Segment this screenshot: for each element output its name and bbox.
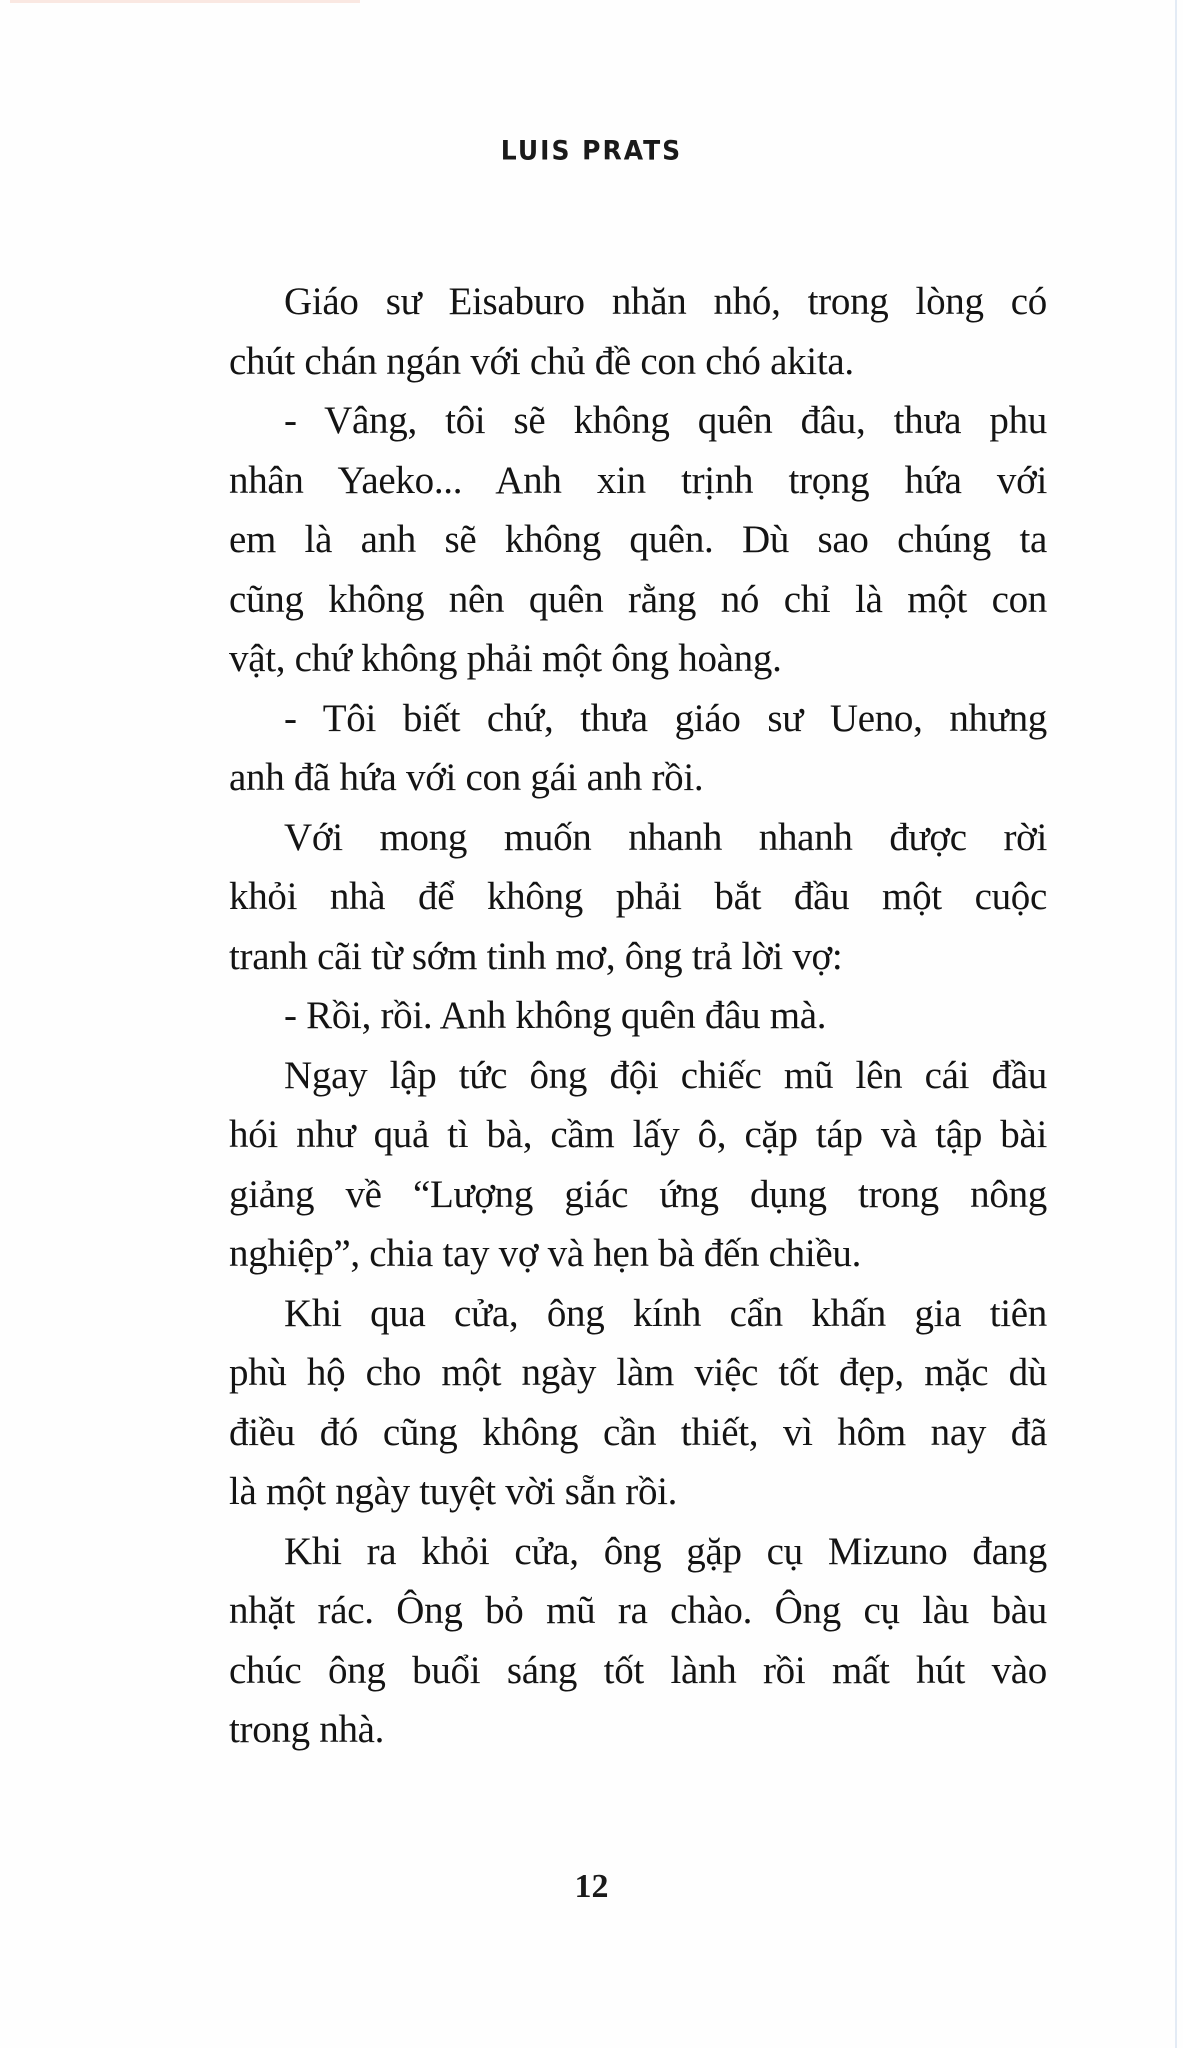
paragraph <box>229 1522 1047 1760</box>
text-line: hói như quả tì bà, cầm lấy ô, cặp táp và tập bài <box>229 1113 1047 1156</box>
text-line: chúc ông buổi sáng tốt lành rồi mất hút vào <box>229 1648 1047 1692</box>
text-line: cũng không nên quên rằng nó chỉ là một con <box>229 577 1047 621</box>
text-line: nghiệp”, chia tay vợ và hẹn bà đến chiều. <box>229 1232 862 1275</box>
scan-edge-tint <box>10 0 360 3</box>
text-line: Với mong muốn nhanh nhanh được rời <box>284 815 1047 859</box>
text-line: chút chán ngán với chủ đề con chó akita. <box>229 339 854 383</box>
text-line: Khi qua cửa, ông kính cẩn khấn gia tiên <box>284 1291 1047 1335</box>
text-line: nhặt rác. Ông bỏ mũ ra chào. Ông cụ làu bàu <box>229 1589 1047 1632</box>
text-line: phù hộ cho một ngày làm việc tốt đẹp, mặc dù <box>229 1351 1047 1394</box>
paragraph <box>229 391 1047 689</box>
text-line: giảng về “Lượng giác ứng dụng trong nông <box>229 1172 1047 1216</box>
paragraph <box>229 808 1047 987</box>
text-line: vật, chứ không phải một ông hoàng. <box>229 637 782 680</box>
paragraph <box>229 1046 1047 1284</box>
paragraph <box>229 1284 1047 1522</box>
text-line: Giáo sư Eisaburo nhăn nhó, trong lòng có <box>284 280 1047 323</box>
text-line: trong nhà. <box>229 1708 385 1751</box>
body-text <box>229 272 1047 1760</box>
text-line: khỏi nhà để không phải bắt đầu một cuộc <box>229 875 1047 918</box>
text-line: - Rồi, rồi. Anh không quên đâu mà. <box>284 994 827 1037</box>
page-number: 12 <box>574 1868 609 1905</box>
text-line: nhân Yaeko... Anh xin trịnh trọng hứa với <box>229 458 1047 502</box>
text-line: anh đã hứa với con gái anh rồi. <box>229 756 704 799</box>
paragraph <box>229 689 1047 808</box>
paragraph <box>229 986 1047 1046</box>
text-line: - Tôi biết chứ, thưa giáo sư Ueno, nhưng <box>284 696 1047 740</box>
text-line: Ngay lập tức ông đội chiếc mũ lên cái đầu <box>284 1053 1047 1097</box>
text-line: điều đó cũng không cần thiết, vì hôm nay đã <box>229 1410 1047 1454</box>
text-line: tranh cãi từ sớm tinh mơ, ông trả lời vợ: <box>229 934 843 978</box>
running-head-author: LUIS PRATS <box>500 135 683 166</box>
page-edge-line <box>1175 0 1177 2048</box>
text-line: - Vâng, tôi sẽ không quên đâu, thưa phu <box>284 399 1047 442</box>
text-line: Khi ra khỏi cửa, ông gặp cụ Mizuno đang <box>284 1529 1047 1573</box>
text-line: em là anh sẽ không quên. Dù sao chúng ta <box>229 518 1047 561</box>
text-line: là một ngày tuyệt vời sẵn rồi. <box>229 1470 678 1513</box>
paragraph <box>229 272 1047 391</box>
